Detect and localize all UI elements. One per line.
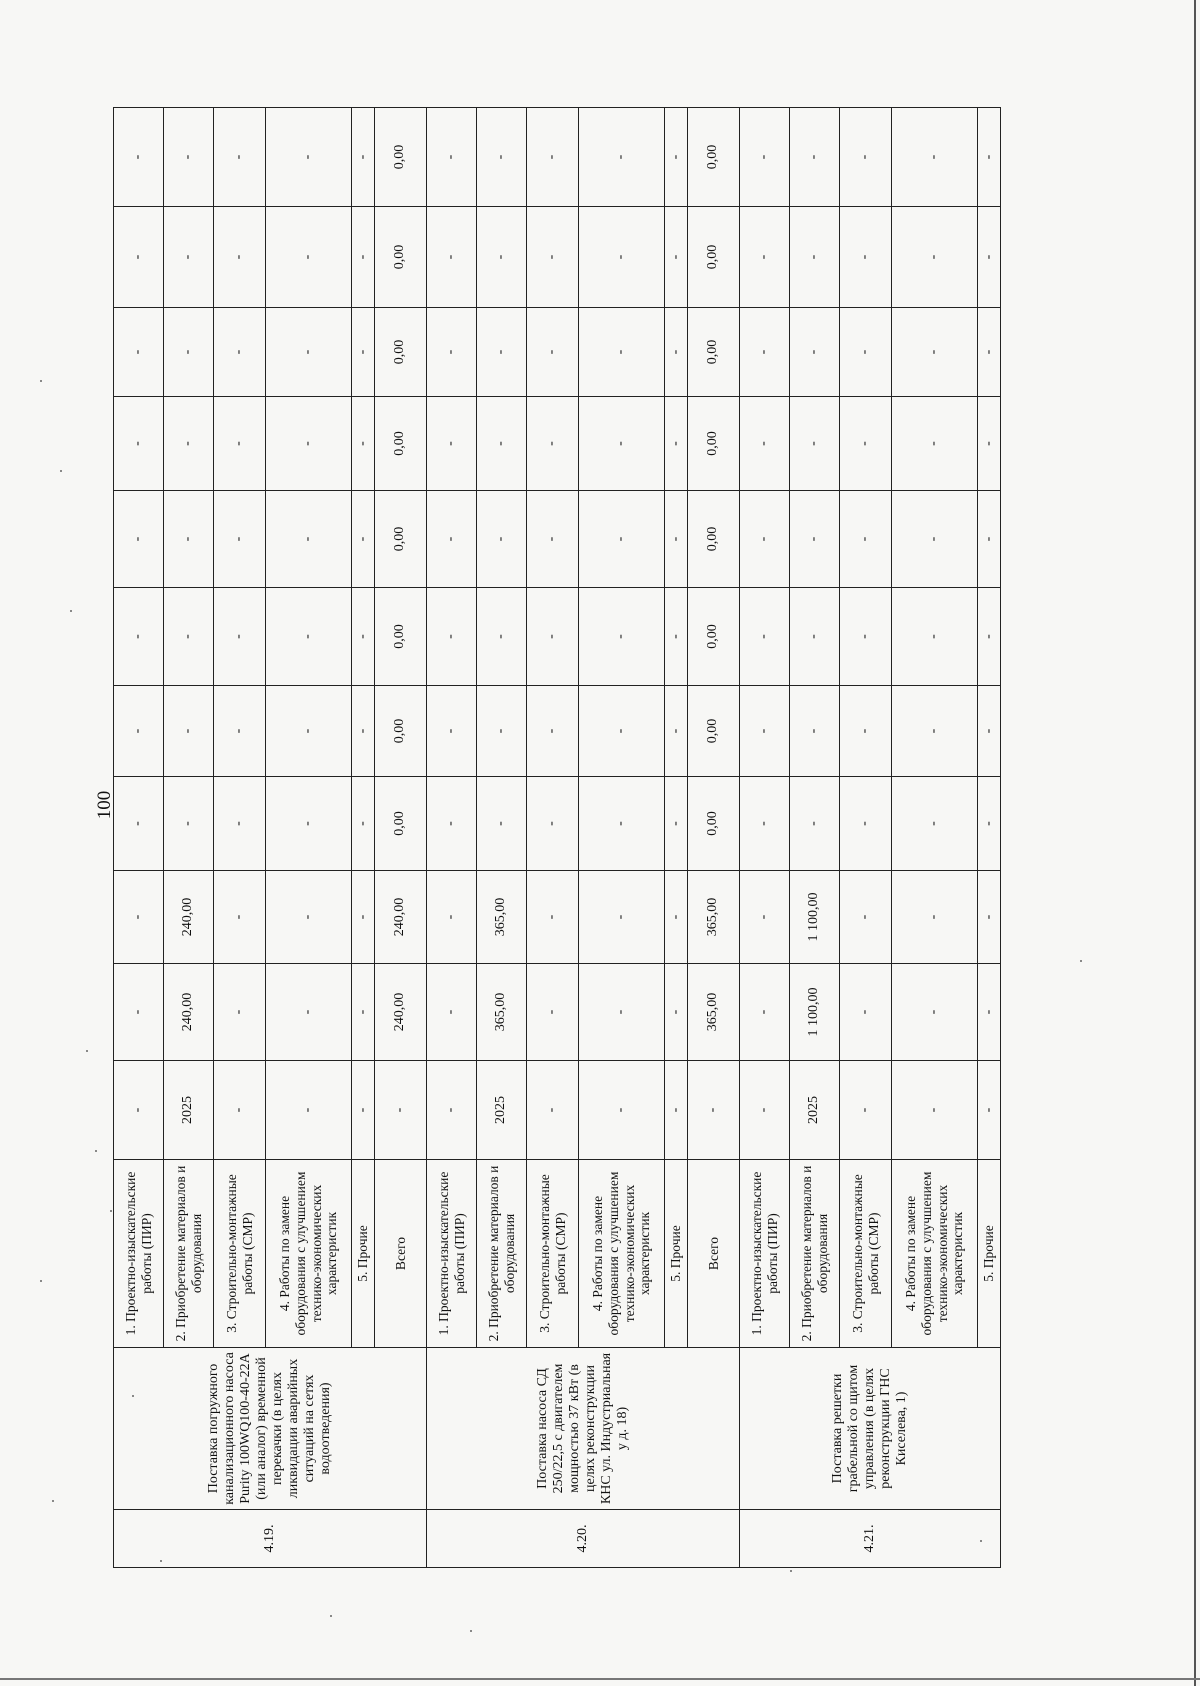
value-cell: - [266,491,352,588]
value-cell: - [892,308,978,397]
page-edge-bottom [0,1678,1200,1680]
value-cell: - [352,308,375,397]
value-cell: - [892,871,978,964]
value-cell: 0,00 [688,108,740,207]
value-cell: - [477,108,527,207]
value-cell: 0,00 [375,207,427,308]
value-cell: 0,00 [375,108,427,207]
value-cell: - [665,207,688,308]
value-cell: - [114,308,164,397]
value-cell: - [114,686,164,777]
stage-label: 5. Прочие [665,1160,688,1348]
year-cell: - [375,1061,427,1160]
value-cell: - [665,108,688,207]
value-cell: - [164,308,214,397]
value-cell: - [840,308,892,397]
value-cell: - [840,491,892,588]
value-cell: - [352,588,375,686]
value-cell: - [840,397,892,491]
value-cell: - [978,108,1001,207]
value-cell: - [527,108,579,207]
value-cell: - [352,397,375,491]
value-cell: 365,00 [688,871,740,964]
value-cell: - [740,588,790,686]
table-row [427,108,477,1568]
year-cell: - [114,1061,164,1160]
scan-speck [790,1570,792,1572]
value-cell: 1 100,00 [790,871,840,964]
stage-label: 3. Строительно-монтажные работы (СМР) [840,1160,892,1348]
value-cell: - [266,397,352,491]
value-cell: 0,00 [375,491,427,588]
page-number: 100 [94,790,115,820]
stage-label: 1. Проектно-изыскательские работы (ПИР) [740,1160,790,1348]
year-cell: - [740,1061,790,1160]
value-cell: 0,00 [375,686,427,777]
value-cell: - [840,588,892,686]
value-cell: - [978,207,1001,308]
scan-speck [86,1050,88,1052]
value-cell: - [477,686,527,777]
year-cell: - [527,1061,579,1160]
scan-speck [160,1560,162,1562]
value-cell: - [665,588,688,686]
value-cell: - [114,397,164,491]
value-cell: - [214,686,266,777]
scan-speck [52,1500,54,1502]
value-cell: - [527,871,579,964]
year-cell: 2025 [790,1061,840,1160]
value-cell: - [579,491,665,588]
stage-label: 2. Приобретение материалов и оборудования [790,1160,840,1348]
value-cell: - [579,964,665,1061]
value-cell: - [740,207,790,308]
value-cell: - [978,491,1001,588]
value-cell: - [740,108,790,207]
year-cell: - [352,1061,375,1160]
project-name: Поставка решетки грабельной со щитом управления (в целях реконструкции ГНС Киселева, 1) [740,1348,1001,1510]
value-cell: - [477,588,527,686]
value-cell: - [840,686,892,777]
value-cell: - [740,777,790,871]
stage-label: 5. Прочие [978,1160,1001,1348]
value-cell: - [579,308,665,397]
value-cell: - [266,588,352,686]
value-cell: - [114,491,164,588]
year-cell: - [427,1061,477,1160]
value-cell: - [579,777,665,871]
value-cell: - [790,207,840,308]
year-cell: - [688,1061,740,1160]
value-cell: - [352,777,375,871]
value-cell: - [665,964,688,1061]
value-cell: - [978,777,1001,871]
value-cell: - [114,964,164,1061]
value-cell: - [740,964,790,1061]
value-cell: - [740,397,790,491]
scan-speck [470,1630,472,1632]
value-cell: 365,00 [688,964,740,1061]
value-cell: - [840,207,892,308]
value-cell: - [978,686,1001,777]
value-cell: - [164,777,214,871]
value-cell: - [527,777,579,871]
value-cell: - [840,777,892,871]
value-cell: - [665,686,688,777]
value-cell: - [427,397,477,491]
value-cell: - [665,397,688,491]
value-cell: - [214,777,266,871]
scan-speck [70,610,72,612]
scan-speck [60,470,62,472]
value-cell: - [214,491,266,588]
year-cell: - [840,1061,892,1160]
stage-label: 2. Приобретение материалов и оборудования [164,1160,214,1348]
value-cell: - [266,777,352,871]
value-cell: - [579,686,665,777]
value-cell: - [740,491,790,588]
value-cell: - [579,397,665,491]
year-cell: - [665,1061,688,1160]
value-cell: - [266,871,352,964]
value-cell: - [740,871,790,964]
value-cell: - [164,108,214,207]
value-cell: - [527,491,579,588]
group-number: 4.19. [114,1510,427,1568]
scan-speck [1080,960,1082,962]
value-cell: - [352,491,375,588]
value-cell: - [427,491,477,588]
year-cell: - [579,1061,665,1160]
value-cell: 240,00 [164,871,214,964]
year-cell: - [892,1061,978,1160]
value-cell: 365,00 [477,964,527,1061]
value-cell: - [114,588,164,686]
value-cell: - [352,207,375,308]
page-edge-right [1194,0,1196,1686]
value-cell: - [427,871,477,964]
value-cell: - [214,108,266,207]
value-cell: - [892,964,978,1061]
value-cell: - [790,686,840,777]
stage-label: Всего [688,1160,740,1348]
stage-label: 1. Проектно-изыскательские работы (ПИР) [427,1160,477,1348]
value-cell: - [352,871,375,964]
value-cell: - [477,777,527,871]
year-cell: - [978,1061,1001,1160]
value-cell: - [527,397,579,491]
value-cell: - [266,108,352,207]
value-cell: - [790,491,840,588]
table-body [114,108,1001,1568]
scan-speck [330,1615,332,1617]
value-cell: - [266,308,352,397]
value-cell: - [579,588,665,686]
value-cell: - [214,397,266,491]
scan-speck [980,1540,982,1542]
value-cell: - [978,397,1001,491]
stage-label: 3. Строительно-монтажные работы (СМР) [527,1160,579,1348]
value-cell: - [665,308,688,397]
value-cell: 240,00 [375,871,427,964]
scan-speck [110,1210,112,1212]
value-cell: - [427,207,477,308]
project-name: Поставка погружного канализационного насоса Purity 100WQ100-40-22A (или аналог) временной перекачки (в целях ликвидации аварийных ситуаций на сетях водоотведения) [114,1348,427,1510]
stage-label: 2. Приобретение материалов и оборудования [477,1160,527,1348]
value-cell: - [978,308,1001,397]
value-cell: - [978,588,1001,686]
value-cell: - [477,491,527,588]
stage-label: 5. Прочие [352,1160,375,1348]
value-cell: - [527,588,579,686]
value-cell: - [214,207,266,308]
value-cell: - [477,397,527,491]
table-row [114,108,164,1568]
value-cell: - [114,108,164,207]
stage-label: Всего [375,1160,427,1348]
value-cell: - [790,777,840,871]
value-cell: - [840,108,892,207]
value-cell: - [790,397,840,491]
value-cell: - [892,491,978,588]
stage-label: 4. Работы по замене оборудования с улучшением технико-экономических характеристик [579,1160,665,1348]
year-cell: - [266,1061,352,1160]
value-cell: 0,00 [375,777,427,871]
value-cell: 240,00 [164,964,214,1061]
group-number: 4.21. [740,1510,1001,1568]
value-cell: 0,00 [688,686,740,777]
value-cell: - [164,397,214,491]
stage-label: 1. Проектно-изыскательские работы (ПИР) [114,1160,164,1348]
value-cell: 0,00 [688,308,740,397]
value-cell: - [665,491,688,588]
value-cell: - [214,964,266,1061]
stage-label: 4. Работы по замене оборудования с улучшением технико-экономических характеристик [892,1160,978,1348]
value-cell: - [527,308,579,397]
value-cell: - [790,588,840,686]
value-cell: - [665,871,688,964]
stage-label: 3. Строительно-монтажные работы (СМР) [214,1160,266,1348]
value-cell: 0,00 [688,207,740,308]
value-cell: - [352,964,375,1061]
value-cell: - [477,308,527,397]
value-cell: - [114,207,164,308]
value-cell: - [164,491,214,588]
value-cell: 0,00 [688,588,740,686]
scan-speck [132,1395,134,1397]
value-cell: - [740,308,790,397]
year-cell: - [214,1061,266,1160]
group-number: 4.20. [427,1510,740,1568]
scan-speck [95,1150,97,1152]
value-cell: 0,00 [375,308,427,397]
value-cell: 240,00 [375,964,427,1061]
value-cell: - [164,588,214,686]
value-cell: - [266,686,352,777]
value-cell: 0,00 [688,491,740,588]
value-cell: - [477,207,527,308]
value-cell: - [527,686,579,777]
scan-speck [40,380,42,382]
value-cell: - [790,308,840,397]
project-name: Поставка насоса СД 250/22,5 с двигателем мощностью 37 кВт (в целях реконструкции КНС ул. Индустриальная у д. 18) [427,1348,740,1510]
value-cell: 0,00 [375,588,427,686]
scan-speck [40,1280,42,1282]
value-cell: - [978,964,1001,1061]
value-cell: 1 100,00 [790,964,840,1061]
value-cell: 365,00 [477,871,527,964]
value-cell: - [527,964,579,1061]
value-cell: - [427,686,477,777]
value-cell: - [527,207,579,308]
year-cell: 2025 [164,1061,214,1160]
value-cell: - [427,777,477,871]
rotated-table-frame [113,108,1073,1568]
table-row [740,108,790,1568]
investment-program-table [113,107,1001,1568]
value-cell: - [164,207,214,308]
value-cell: - [352,686,375,777]
value-cell: 0,00 [688,397,740,491]
value-cell: 0,00 [688,777,740,871]
value-cell: - [892,588,978,686]
value-cell: - [214,871,266,964]
value-cell: - [840,871,892,964]
value-cell: - [214,308,266,397]
value-cell: - [427,108,477,207]
value-cell: - [790,108,840,207]
value-cell: - [840,964,892,1061]
value-cell: - [892,686,978,777]
value-cell: - [740,686,790,777]
value-cell: - [892,777,978,871]
value-cell: - [427,964,477,1061]
value-cell: - [892,397,978,491]
stage-label: 4. Работы по замене оборудования с улучшением технико-экономических характеристик [266,1160,352,1348]
value-cell: - [892,207,978,308]
value-cell: - [114,871,164,964]
value-cell: - [579,207,665,308]
value-cell: - [427,308,477,397]
value-cell: - [579,871,665,964]
value-cell: - [427,588,477,686]
value-cell: 0,00 [375,397,427,491]
value-cell: - [579,108,665,207]
value-cell: - [978,871,1001,964]
value-cell: - [352,108,375,207]
value-cell: - [266,964,352,1061]
value-cell: - [892,108,978,207]
value-cell: - [114,777,164,871]
year-cell: 2025 [477,1061,527,1160]
value-cell: - [665,777,688,871]
value-cell: - [164,686,214,777]
value-cell: - [214,588,266,686]
value-cell: - [266,207,352,308]
